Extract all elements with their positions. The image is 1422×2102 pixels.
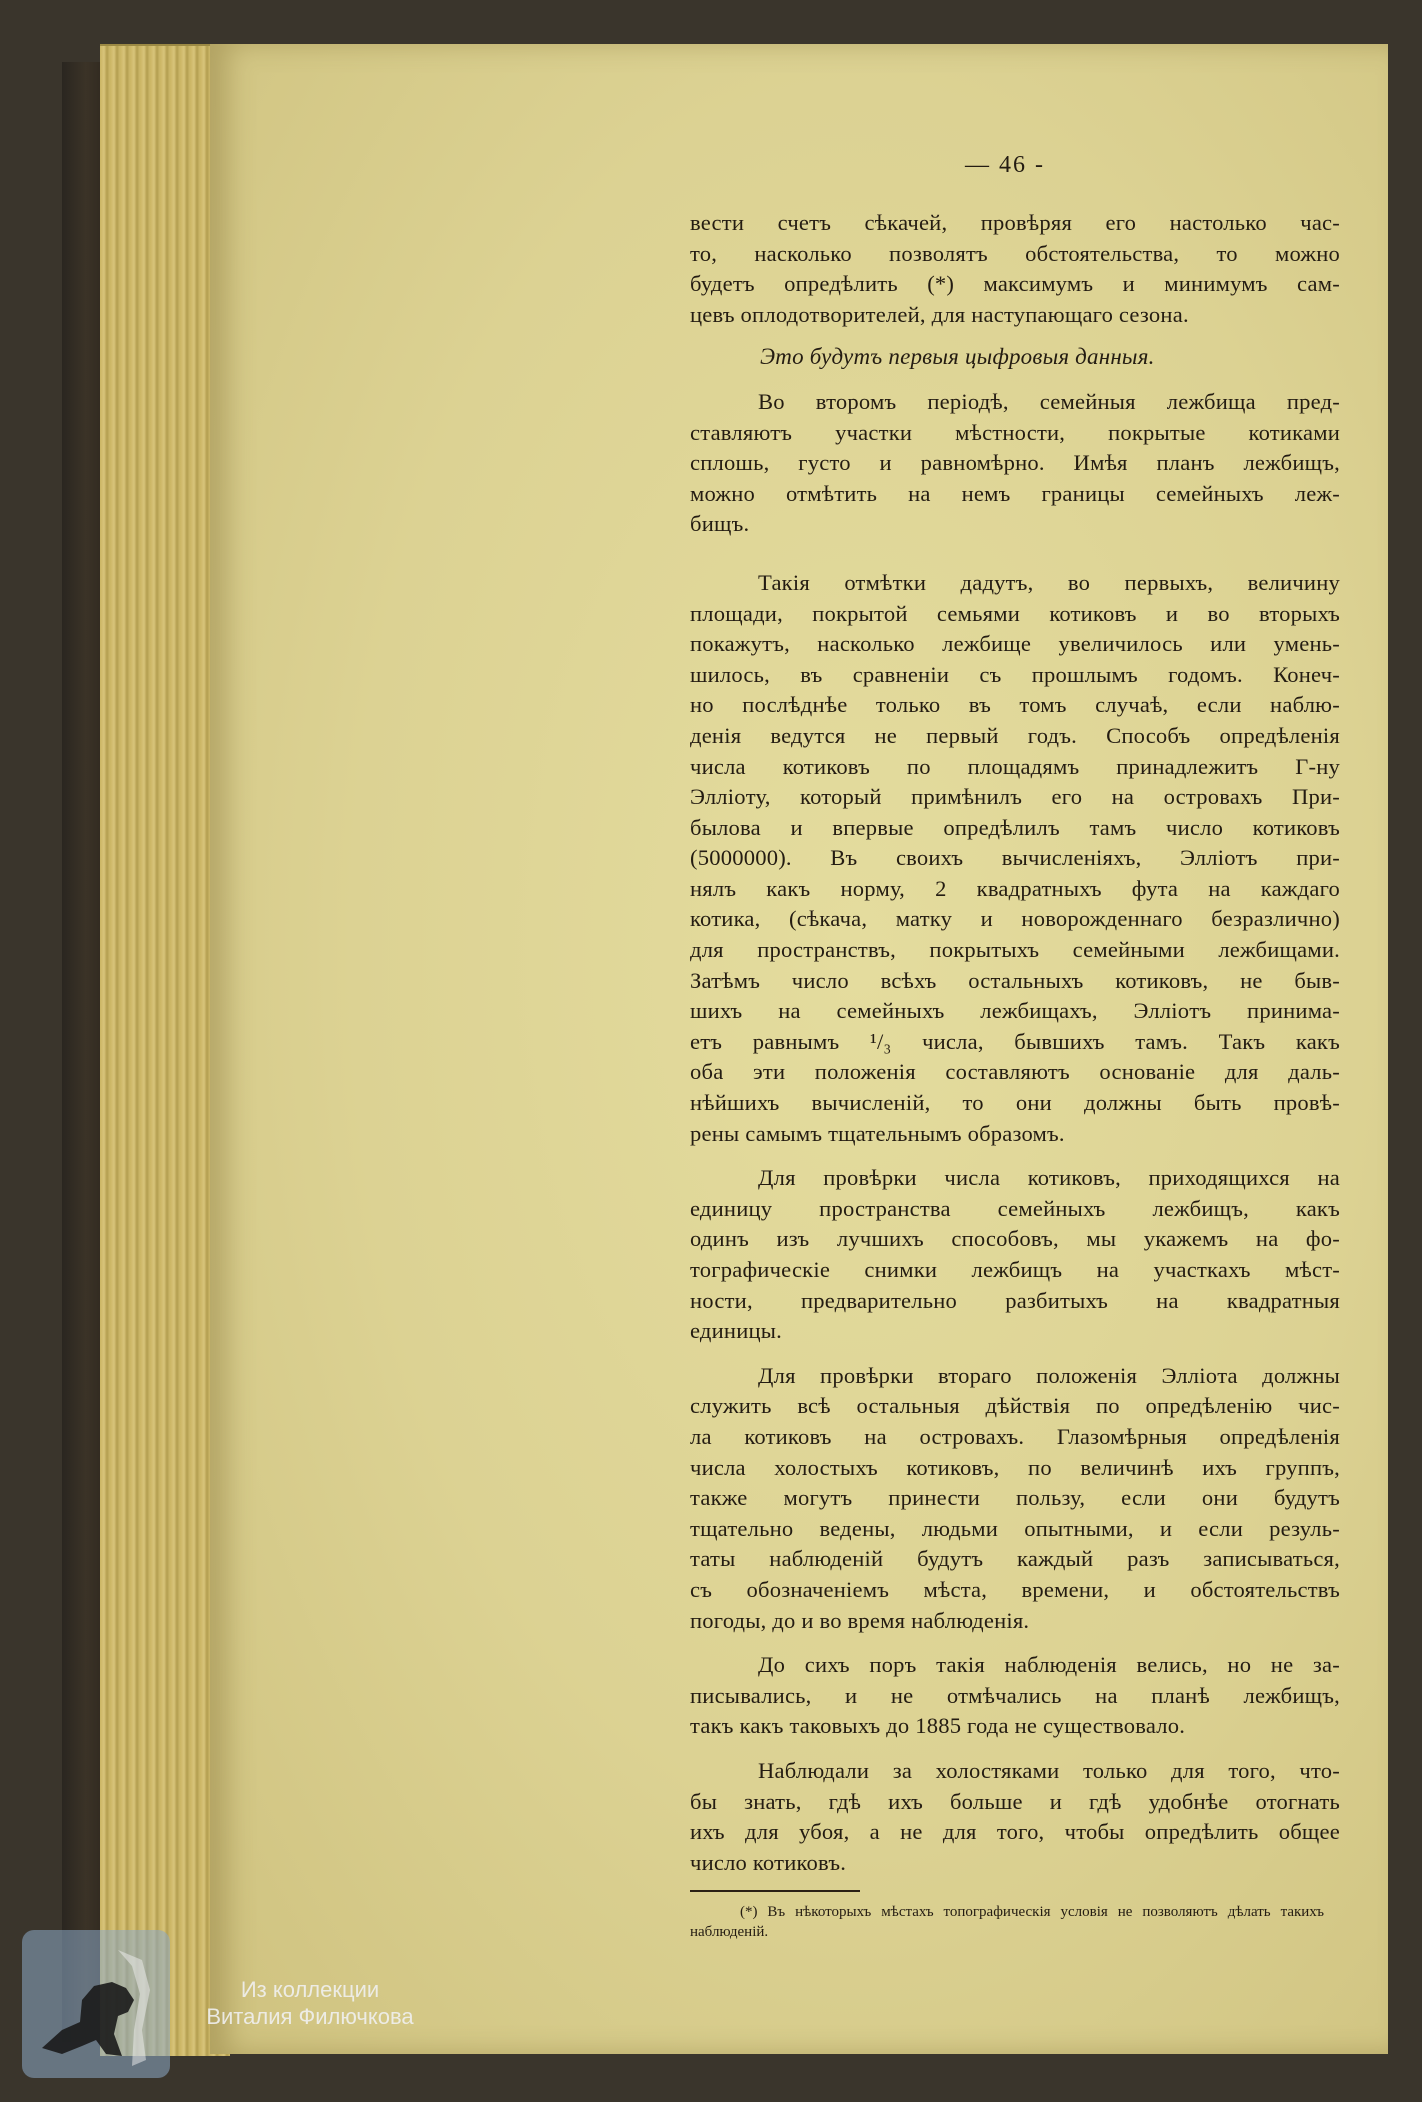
page-number: — 46 - <box>965 152 1045 178</box>
text-line: съ обозначеніемъ мѣста, времени, и обстоятельствъ <box>690 1576 1340 1602</box>
text-line: одинъ изъ лучшихъ способовъ, мы укажемъ на фо- <box>690 1226 1340 1252</box>
text-line: шихъ на семейныхъ лежбищахъ, Эллioтъ принима- <box>690 998 1340 1024</box>
text-line: но послѣднѣе только въ томъ случаѣ, если наблю- <box>690 692 1340 718</box>
text-line: До сихъ поръ такія наблюденія велись, но не за- <box>758 1652 1340 1678</box>
text-line: нѣйшихъ вычисленій, то они должны быть провѣ- <box>690 1090 1340 1116</box>
text-line: единицы. <box>690 1318 783 1344</box>
watermark-line-2: Виталия Филючкова <box>206 2004 414 2029</box>
text-line: сплошь, густо и равномѣрно. Имѣя планъ лежбищъ, <box>690 450 1340 476</box>
text-line: цевъ оплодотворителей, для наступающаго сезона. <box>690 301 1189 327</box>
text-line: (5000000). Въ своихъ вычисленіяхъ, Эллioтъ при- <box>690 845 1340 871</box>
text-line: Эллioту, который примѣнилъ его на островахъ При- <box>690 784 1340 810</box>
text-line: вести счетъ сѣкачей, провѣряя его настолько час- <box>690 210 1340 235</box>
text-line: ла котиковъ на островахъ. Глазомѣрныя опредѣленія <box>690 1423 1340 1449</box>
text-line: былова и впервые опредѣлилъ тамъ число котиковъ <box>690 814 1340 840</box>
italic-heading: Это будутъ первыя цыфровыя данныя. <box>760 344 1155 370</box>
text-line: ности, предварительно разбитыхъ на квадратныя <box>690 1287 1340 1313</box>
text-line: бищъ. <box>690 511 750 537</box>
text-line: то, насколько позволятъ обстоятельства, то можно <box>690 240 1340 266</box>
text-line: также могутъ принести пользу, если они будутъ <box>690 1485 1340 1511</box>
text-line: ставляютъ участки мѣстности, покрытые котиками <box>690 419 1340 445</box>
footnote: (*) Въ нѣкоторыхъ мѣстахъ топографическія условія не позволяютъ дѣлать такихъ наблюденій. <box>690 1904 1324 1940</box>
text-line: Наблюдали за холостяками только для того, что- <box>758 1757 1340 1783</box>
text-line: писывались, и не отмѣчались на планѣ лежбищъ, <box>690 1682 1340 1708</box>
footnote-rule <box>690 1890 860 1892</box>
paragraph-2 <box>690 387 1340 540</box>
paragraph-3 <box>690 568 1340 1149</box>
text-line: бы знать, гдѣ ихъ больше и гдѣ удобнѣе отогнать <box>690 1788 1340 1814</box>
collection-logo-icon <box>22 1930 170 2078</box>
text-line: Во второмъ періодѣ, семейныя лежбища пред- <box>758 388 1340 414</box>
text-line: етъ равнымъ ¹/₃ числа, бывшихъ тамъ. Такъ какъ <box>690 1028 1340 1054</box>
watermark-line-1: Из коллекции <box>240 1977 380 2002</box>
text-line: числа холостыхъ котиковъ, по величинѣ ихъ группъ, <box>690 1454 1340 1480</box>
text-line: такъ какъ таковыхъ до 1885 года не существовало. <box>690 1713 1186 1739</box>
text-line: Для провѣрки числа котиковъ, приходящихся на <box>758 1165 1340 1191</box>
text-line: будетъ опредѣлить (*) максимумъ и минимумъ сам- <box>690 271 1340 297</box>
text-line: погоды, до и во время наблюденія. <box>690 1607 1030 1633</box>
text-line: шилось, въ сравненіи съ прошлымъ годомъ. Конеч- <box>690 661 1340 687</box>
paragraph-5 <box>690 1361 1340 1636</box>
text-line: можно отмѣтить на немъ границы семейныхъ леж- <box>690 480 1340 506</box>
paragraph-1 <box>690 208 1340 330</box>
text-line: Такія отмѣтки дадутъ, во первыхъ, величину <box>758 569 1340 595</box>
text-line: нялъ какъ норму, 2 квадратныхъ фута на каждаго <box>690 875 1340 901</box>
text-line: площади, покрытой семьями котиковъ и во вторыхъ <box>690 600 1340 626</box>
text-line: тщательно ведены, людьми опытными, и если резуль- <box>690 1515 1340 1541</box>
text-line: Затѣмъ число всѣхъ остальныхъ котиковъ, не быв- <box>690 967 1340 993</box>
text-line: Для провѣрки втораго положенія Эллioта должны <box>758 1362 1340 1388</box>
text-line: таты наблюденій будутъ каждый разъ записываться, <box>690 1546 1340 1572</box>
text-line: единицу пространства семейныхъ лежбищъ, какъ <box>690 1195 1340 1221</box>
text-line: котика, (сѣкача, матку и новорожденнаго безразлично) <box>690 906 1340 932</box>
page-body <box>690 150 1340 1878</box>
text-line: денія ведутся не первый годъ. Способъ опредѣленія <box>690 722 1340 748</box>
paragraph-6 <box>690 1650 1340 1742</box>
text-line: служить всѣ остальныя дѣйствія по опредѣленію чис- <box>690 1393 1340 1419</box>
text-line: ихъ для убоя, а не для того, чтобы опредѣлить общее <box>690 1819 1340 1845</box>
paragraph-7 <box>690 1756 1340 1878</box>
text-line: покажутъ, насколько лежбище увеличилось или умень- <box>690 631 1340 657</box>
paragraph-4 <box>690 1163 1340 1347</box>
text-line: тографическіе снимки лежбищъ на участкахъ мѣст- <box>690 1257 1340 1282</box>
text-line: рены самымъ тщательнымъ образомъ. <box>690 1120 1065 1146</box>
text-line: оба эти положенія составляютъ основаніе для даль- <box>690 1059 1340 1085</box>
text-line: для пространствъ, покрытыхъ семейными лежбищами. <box>690 937 1340 963</box>
text-line: числа котиковъ по площадямъ принадлежитъ Г-ну <box>690 753 1340 779</box>
text-line: число котиковъ. <box>690 1849 847 1875</box>
collection-watermark <box>180 1976 440 2030</box>
